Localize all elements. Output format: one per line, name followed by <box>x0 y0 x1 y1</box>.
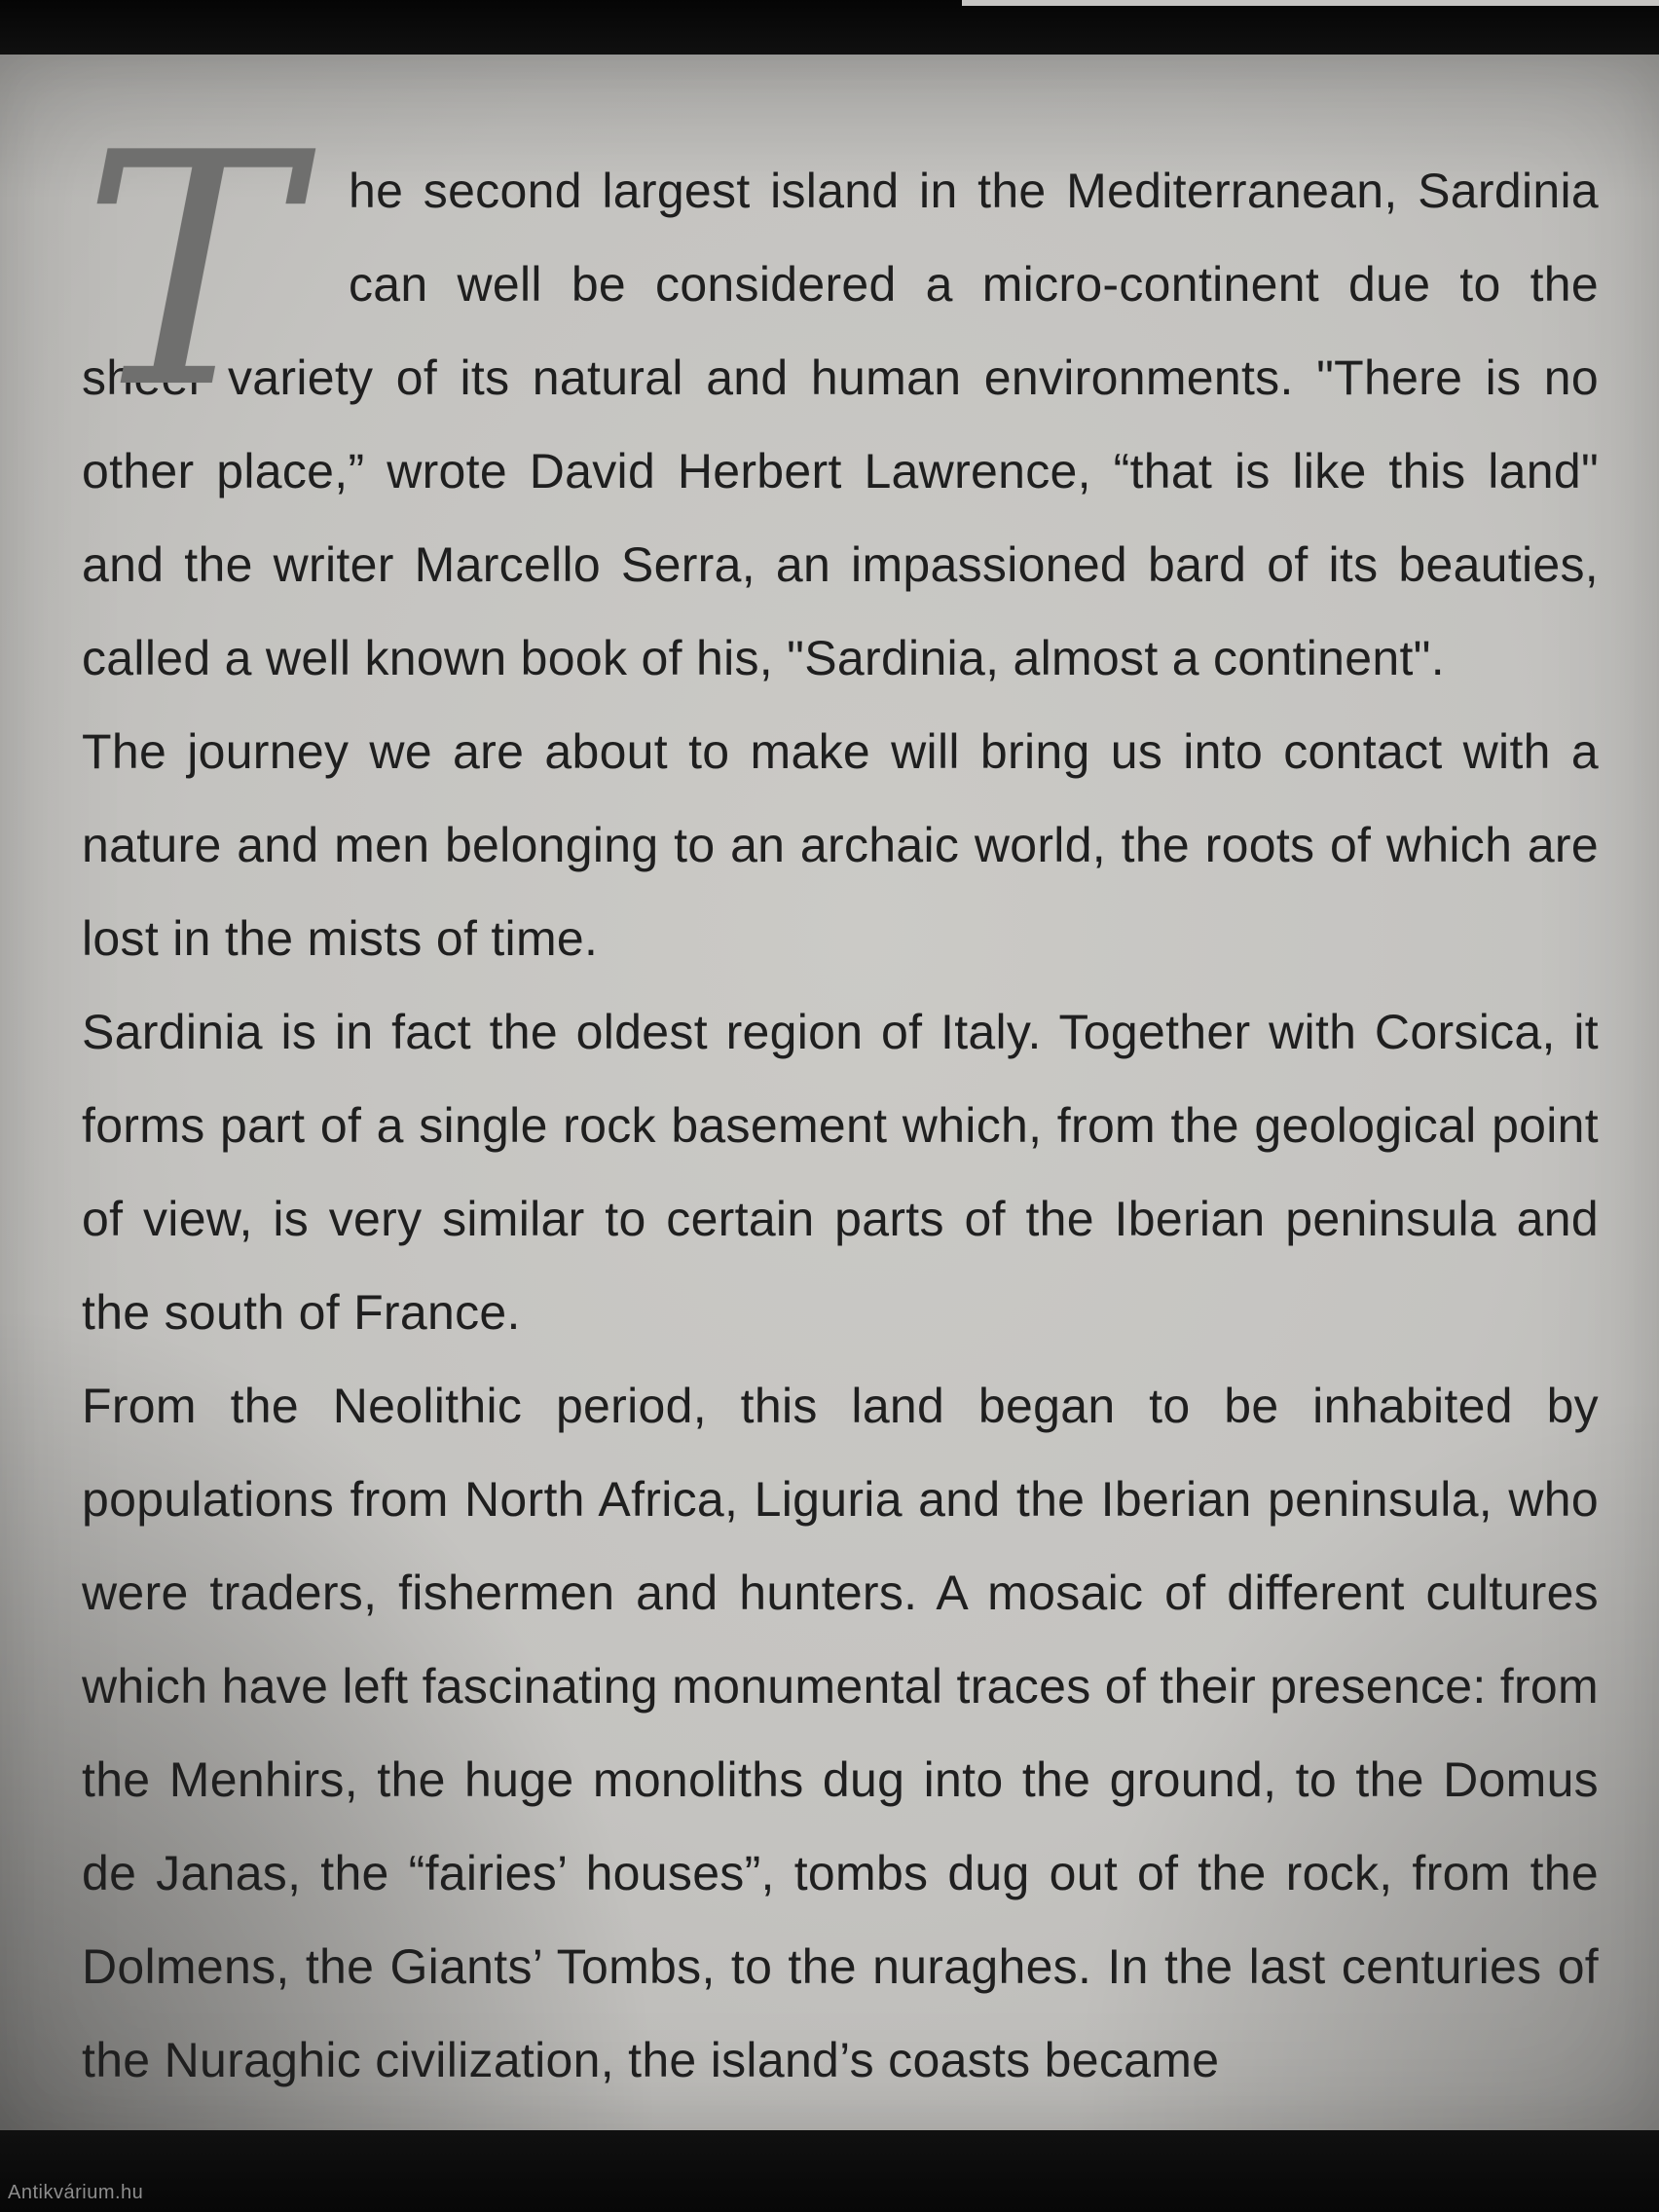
photo-edge-bottom <box>0 2130 1659 2212</box>
photo-edge-top <box>0 0 1659 55</box>
page-text <box>82 85 1599 2107</box>
paragraph <box>82 85 1599 705</box>
paragraph <box>82 1359 1599 2107</box>
book-page <box>0 55 1659 2130</box>
paragraph <box>82 985 1599 1359</box>
paragraph-text: From the Neolithic period, this land began to be inhabited by populations from North Africa, Liguria and the Iberian peninsula, who were traders, fishermen and hunters. A mosaic of different cultures which have left fascinating monumental traces of their presence: from the Menhirs, the huge monoliths dug into the ground, to the Domus de Janas, the “fairies’ houses”, tombs dug out of the rock, from the Dolmens, the Giants’ Tombs, to the nuraghes. In the last centuries of the Nuraghic civilization, the island’s coasts became <box>82 1379 1599 2087</box>
drop-cap <box>82 85 327 459</box>
paragraph-text: Sardinia is in fact the oldest region of Italy. Together with Corsica, it forms part of a single rock basement which, from the geological point of view, is very similar to certain parts of the Iberian peninsula and the south of France. <box>82 1005 1599 1340</box>
watermark: Antikvárium.hu <box>8 2182 144 2203</box>
paragraph-text: he second largest island in the Mediterranean, Sardinia can well be considered a micro-continent due to the sheer variety of its natural and human environments. "There is no other place,” wrote David Herbert Lawrence, “that is like this land" and the writer Marcello Serra, an impassioned bard of its beauties, called a well known book of his, "Sardinia, almost a continent". <box>82 164 1599 685</box>
drop-cap-letter: T <box>82 85 297 459</box>
photo-edge-highlight <box>962 0 1659 6</box>
paragraph-text: The journey we are about to make will bring us into contact with a nature and men belonging to an archaic world, the roots of which are lost in the mists of time. <box>82 724 1599 966</box>
paragraph <box>82 705 1599 985</box>
